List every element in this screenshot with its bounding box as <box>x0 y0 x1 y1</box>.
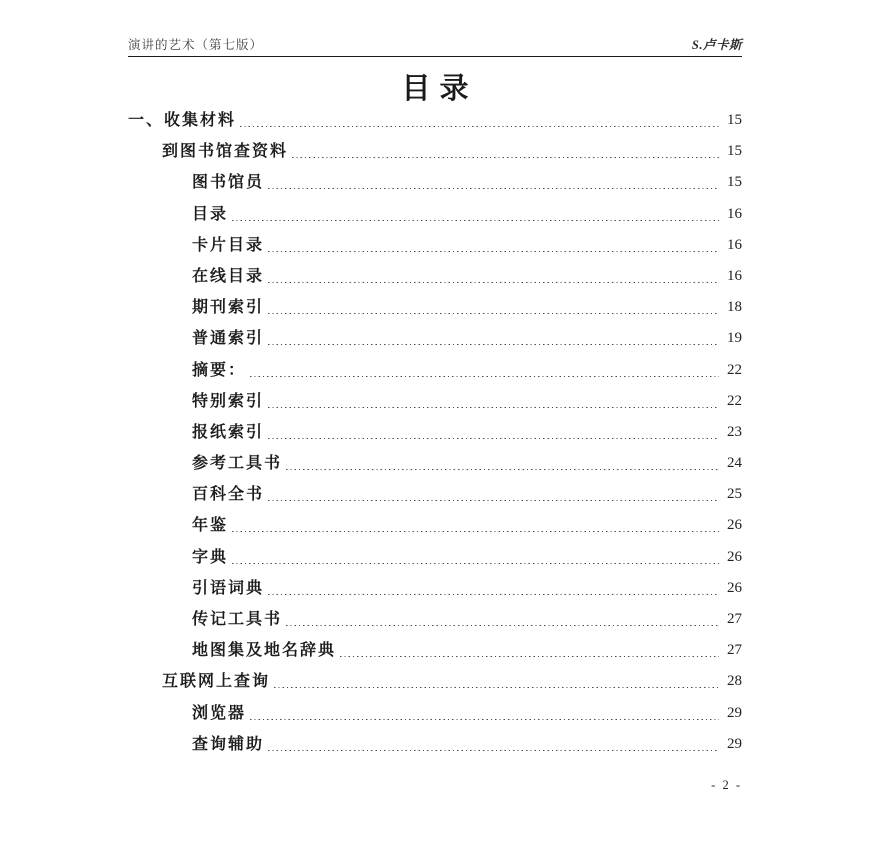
toc-entry-label: 特别索引 <box>192 392 265 410</box>
running-header-book-title: 演讲的艺术（第七版） <box>128 38 264 52</box>
dot-leader <box>286 611 719 628</box>
dot-leader <box>268 424 719 441</box>
toc-entry[interactable] <box>128 268 742 299</box>
toc-entry-label: 地图集及地名辞典 <box>192 642 337 660</box>
toc-entry[interactable] <box>128 736 742 767</box>
toc-entry-label: 一、收集材料 <box>128 112 237 129</box>
toc-entry-page: 15 <box>727 174 742 191</box>
toc-entry[interactable] <box>128 174 742 205</box>
toc-entry[interactable] <box>128 237 742 268</box>
dot-leader <box>250 362 719 379</box>
dot-leader <box>274 673 719 690</box>
toc-entry-page: 26 <box>727 517 742 534</box>
dot-leader <box>268 174 719 191</box>
toc-entry-page: 16 <box>727 267 742 284</box>
toc-entry[interactable] <box>128 143 742 174</box>
toc-entry-label: 到图书馆查资料 <box>162 143 289 161</box>
toc-entry-page: 26 <box>727 579 742 596</box>
toc-entry-page: 22 <box>727 361 742 378</box>
dot-leader <box>292 143 719 160</box>
toc-entry-page: 29 <box>727 735 742 752</box>
dot-leader <box>268 393 719 410</box>
dot-leader <box>268 486 719 503</box>
dot-leader <box>232 549 719 566</box>
toc-entry[interactable] <box>128 517 742 548</box>
toc-entry-label: 参考工具书 <box>192 455 283 473</box>
dot-leader <box>268 330 719 347</box>
toc-entry[interactable] <box>128 642 742 673</box>
toc-entry[interactable] <box>128 549 742 580</box>
toc-entry[interactable] <box>128 486 742 517</box>
table-of-contents <box>128 112 742 767</box>
toc-entry-label: 在线目录 <box>192 267 265 285</box>
toc-entry-page: 15 <box>727 143 742 160</box>
toc-entry[interactable] <box>128 362 742 393</box>
toc-entry[interactable] <box>128 112 742 143</box>
dot-leader <box>286 455 719 472</box>
toc-entry-label: 年鉴 <box>192 517 229 535</box>
toc-entry-page: 27 <box>727 611 742 627</box>
toc-entry-page: 25 <box>727 486 742 503</box>
toc-entry-page: 19 <box>727 330 742 347</box>
toc-entry-page: 26 <box>727 548 742 565</box>
toc-entry-label: 报纸索引 <box>192 423 265 441</box>
toc-entry-page: 29 <box>727 704 742 721</box>
toc-entry-page: 16 <box>727 236 742 253</box>
toc-entry-label: 图书馆员 <box>192 174 265 192</box>
dot-leader <box>340 642 719 659</box>
dot-leader <box>268 237 719 254</box>
toc-entry-label: 互联网上查询 <box>162 673 271 691</box>
dot-leader <box>240 112 719 129</box>
toc-entry-label: 普通索引 <box>192 330 265 348</box>
toc-entry[interactable] <box>128 673 742 704</box>
dot-leader <box>232 206 719 223</box>
toc-entry-page: 28 <box>727 673 742 690</box>
toc-entry-page: 22 <box>727 392 742 409</box>
toc-entry[interactable] <box>128 330 742 361</box>
dot-leader <box>268 736 719 753</box>
toc-entry-page: 15 <box>727 112 742 128</box>
running-header <box>128 0 742 57</box>
dot-leader <box>232 517 719 534</box>
toc-entry-label: 摘要： <box>192 361 247 379</box>
toc-entry-page: 23 <box>727 423 742 440</box>
toc-entry-label: 期刊索引 <box>192 299 265 317</box>
toc-entry[interactable] <box>128 206 742 237</box>
page-title: 目录 <box>401 73 478 105</box>
toc-entry[interactable] <box>128 424 742 455</box>
toc-entry-page: 27 <box>727 642 742 659</box>
toc-entry-label: 传记工具书 <box>192 611 283 628</box>
toc-entry-page: 24 <box>727 455 742 472</box>
toc-entry-page: 16 <box>727 205 742 222</box>
toc-entry-label: 查询辅助 <box>192 735 265 753</box>
toc-entry[interactable] <box>128 705 742 736</box>
toc-entry-page: 18 <box>727 299 742 316</box>
page-number: - 2 - <box>711 778 742 792</box>
toc-entry-label: 百科全书 <box>192 486 265 504</box>
toc-entry[interactable] <box>128 299 742 330</box>
toc-entry[interactable] <box>128 611 742 642</box>
toc-entry-label: 卡片目录 <box>192 236 265 254</box>
toc-entry-label: 浏览器 <box>192 704 247 722</box>
toc-entry[interactable] <box>128 580 742 611</box>
running-header-row <box>128 38 742 57</box>
toc-entry-label: 目录 <box>192 205 229 223</box>
dot-leader <box>268 299 719 316</box>
toc-entry-label: 字典 <box>192 548 229 566</box>
dot-leader <box>250 705 719 722</box>
toc-entry[interactable] <box>128 455 742 486</box>
dot-leader <box>268 268 719 285</box>
toc-entry[interactable] <box>128 393 742 424</box>
toc-entry-label: 引语词典 <box>192 579 265 597</box>
running-header-author: S.卢卡斯 <box>691 38 742 52</box>
dot-leader <box>268 580 719 597</box>
